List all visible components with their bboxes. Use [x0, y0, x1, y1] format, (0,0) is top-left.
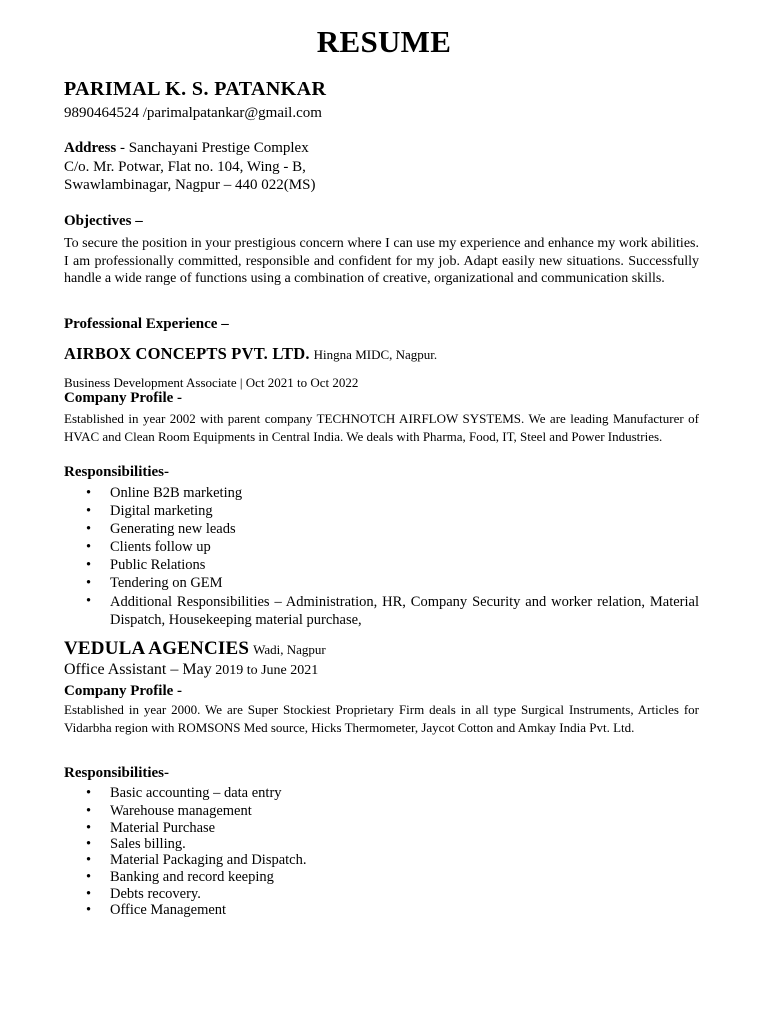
objectives-text: To secure the position in your prestigious concern where I can use my experience and enhance my work abilities. I am professionally committed, responsible and confident for my job. Adapt easily new situations. Successfully handle a wide range of functions using a combination of creative, organizational and communication skills. — [64, 236, 699, 286]
list-item: • Digital marketing — [86, 503, 213, 519]
job-2-profile-text: Established in year 2000. We are Super Stockiest Proprietary Firm deals in all type Surgical Instruments, Articles for Vidarbha region with ROMSONS Med source, Hicks Thermometer, Jaycot Cotton and Amkay India Pvt. Ltd. — [64, 702, 699, 735]
job-1-company: AIRBOX CONCEPTS PVT. LTD. — [64, 344, 310, 363]
list-item: • Clients follow up — [86, 539, 211, 555]
job-2-location: Wadi, Nagpur — [253, 642, 326, 657]
bullet-icon: • — [86, 503, 92, 519]
job-1-role: Business Development Associate | Oct 2021 to Oct 2022 — [64, 375, 359, 390]
list-item: • Office Management — [86, 902, 227, 918]
job-2-responsibilities-heading: Responsibilities- — [64, 765, 170, 781]
list-item: • Banking and record keeping — [86, 869, 274, 885]
job-2-header — [64, 638, 326, 660]
address-line-1 — [64, 140, 309, 157]
bullet-icon: • — [86, 886, 92, 902]
list-item: • Sales billing. — [86, 836, 186, 852]
address-line-3: Swawlambinagar, Nagpur – 440 022(MS) — [64, 177, 316, 193]
bullet-icon: • — [86, 820, 92, 836]
bullet-marker — [86, 593, 110, 610]
list-item: • Public Relations — [86, 557, 206, 573]
bullet-icon: • — [86, 593, 92, 609]
bullet-icon: • — [86, 836, 92, 852]
bullet-icon: • — [86, 902, 92, 918]
list-item: • Material Purchase — [86, 820, 216, 836]
list-item: • Tendering on GEM — [86, 575, 223, 591]
list-item: • Basic accounting – data entry — [86, 785, 282, 801]
bullet-icon: • — [86, 539, 92, 555]
resume-title: RESUME — [316, 24, 452, 59]
contact-line: 9890464524 /parimalpatankar@gmail.com — [64, 105, 322, 121]
list-item: • Online B2B marketing — [86, 485, 243, 501]
address-text-1: Sanchayani Prestige Complex — [128, 140, 309, 156]
candidate-name: PARIMAL K. S. PATANKAR — [64, 78, 327, 100]
job-2-role — [64, 661, 318, 679]
job-1-location: Hingna MIDC, Nagpur. — [313, 347, 438, 362]
job-2-profile-heading: Company Profile - — [64, 683, 183, 699]
address-separator: - — [116, 140, 129, 156]
job-2-role-dates: 2019 to June 2021 — [211, 663, 319, 678]
job-1-profile-text: Established in year 2002 with parent company TECHNOTCH AIRFLOW SYSTEMS. We are leading Manufacturer of HVAC and Clean Room Equipments in Central India. We deals with Pharma, Food, IT, Steel and Power Industries. — [64, 411, 699, 444]
bullet-icon: • — [86, 852, 92, 868]
job-1-header — [64, 344, 437, 364]
bullet-icon: • — [86, 485, 92, 501]
job-1-responsibilities-heading: Responsibilities- — [64, 464, 170, 480]
bullet-icon: • — [86, 785, 92, 801]
list-item: • Material Packaging and Dispatch. — [86, 852, 307, 868]
list-item: • Debts recovery. — [86, 886, 201, 902]
job-2-company: VEDULA AGENCIES — [64, 638, 250, 659]
experience-heading: Professional Experience – — [64, 316, 229, 332]
objectives-heading: Objectives – — [64, 213, 143, 229]
list-item: • Generating new leads — [86, 521, 236, 537]
bullet-icon: • — [86, 521, 92, 537]
list-item: • Warehouse management — [86, 803, 252, 819]
bullet-icon: • — [86, 803, 92, 819]
bullet-icon: • — [86, 575, 92, 591]
address-line-2: C/o. Mr. Potwar, Flat no. 104, Wing - B, — [64, 159, 306, 175]
list-item-wrapped: Additional Responsibilities – Administration, HR, Company Security and worker relation, Material Dispatch, Housekeeping material purchase, — [110, 594, 699, 628]
address-label: Address — [64, 140, 117, 156]
job-2-role-title: Office Assistant – May — [64, 661, 212, 678]
bullet-icon: • — [86, 557, 92, 573]
job-1-profile-heading: Company Profile - — [64, 390, 183, 406]
bullet-icon: • — [86, 869, 92, 885]
